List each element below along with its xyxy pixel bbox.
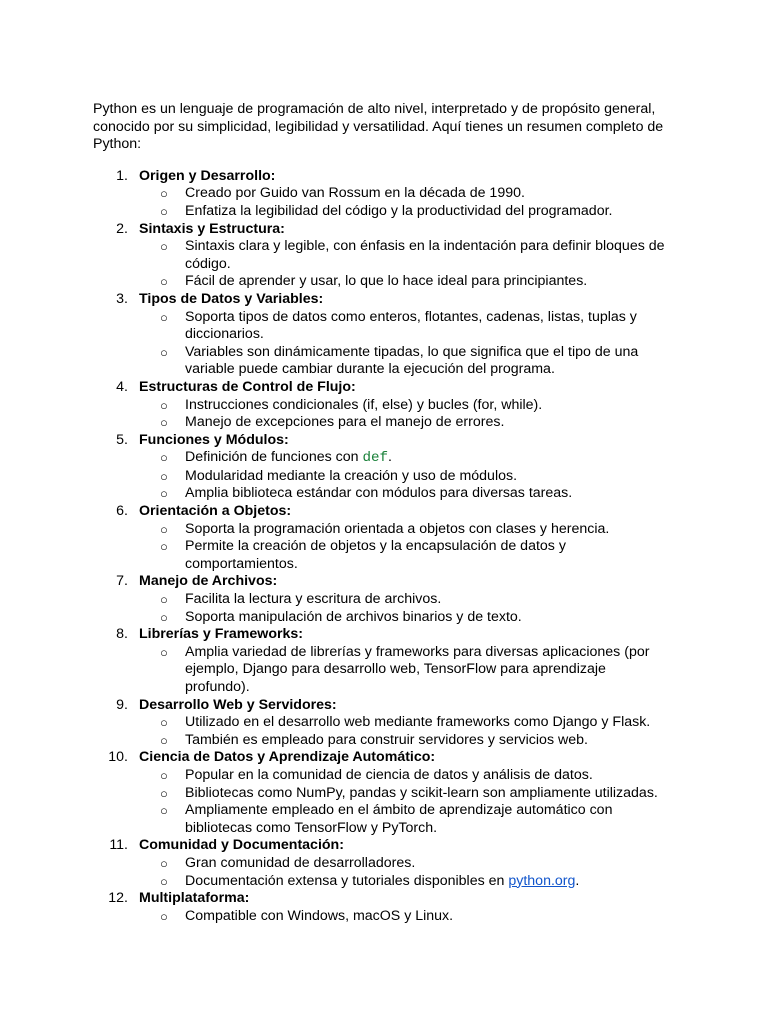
bullet-text: Instrucciones condicionales (if, else) y bucles (for, while). <box>185 396 543 413</box>
bullet-item <box>139 273 673 291</box>
section-number: 3. <box>116 290 128 307</box>
bullet-text: Creado por Guido van Rossum en la década de 1990. <box>185 185 525 202</box>
bullet-item <box>139 767 673 785</box>
bullet-text: Popular en la comunidad de ciencia de datos y análisis de datos. <box>185 766 593 783</box>
hollow-circle-bullet-icon: ○ <box>160 450 168 466</box>
hollow-circle-bullet-icon: ○ <box>160 715 168 731</box>
section-title: Sintaxis y Estructura: <box>139 220 285 237</box>
bullet-text: Fácil de aprender y usar, lo que lo hace ideal para principiantes. <box>185 273 588 290</box>
bullet-text: . <box>388 449 392 466</box>
hollow-circle-bullet-icon: ○ <box>160 186 168 202</box>
bullet-item <box>139 609 673 627</box>
bullet-list <box>139 309 673 379</box>
section-title: Desarrollo Web y Servidores: <box>139 696 337 713</box>
bullet-text: Modularidad mediante la creación y uso de módulos. <box>185 467 518 484</box>
section-title: Manejo de Archivos: <box>139 573 278 590</box>
section-item <box>93 379 673 432</box>
bullet-list <box>139 591 673 626</box>
section-number: 7. <box>116 573 128 590</box>
hollow-circle-bullet-icon: ○ <box>160 239 168 255</box>
bullet-item <box>139 802 673 837</box>
bullet-item <box>139 185 673 203</box>
section-item <box>93 890 673 925</box>
hollow-circle-bullet-icon: ○ <box>160 908 168 924</box>
section-title: Comunidad y Documentación: <box>139 837 344 854</box>
bullet-item <box>139 203 673 221</box>
bullet-item <box>139 238 673 273</box>
hollow-circle-bullet-icon: ○ <box>160 397 168 413</box>
hollow-circle-bullet-icon: ○ <box>160 732 168 748</box>
bullet-list <box>139 714 673 749</box>
hollow-circle-bullet-icon: ○ <box>160 486 168 502</box>
bullet-text: Manejo de excepciones para el manejo de errores. <box>185 414 505 431</box>
hollow-circle-bullet-icon: ○ <box>160 592 168 608</box>
bullet-item <box>139 591 673 609</box>
section-title: Tipos de Datos y Variables: <box>139 290 324 307</box>
hollow-circle-bullet-icon: ○ <box>160 873 168 889</box>
bullet-list <box>139 185 673 220</box>
section-item <box>93 432 673 503</box>
document-page <box>93 101 673 925</box>
bullet-list <box>139 908 673 926</box>
section-item <box>93 697 673 750</box>
inline-code: def <box>362 450 389 467</box>
python-org-link[interactable]: python.org <box>508 872 576 889</box>
hollow-circle-bullet-icon: ○ <box>160 274 168 290</box>
bullet-text: Gran comunidad de desarrolladores. <box>185 854 416 871</box>
bullet-text: Ampliamente empleado en el ámbito de aprendizaje automático con bibliotecas como TensorFlow y PyTorch. <box>185 802 613 836</box>
intro-paragraph: Python es un lenguaje de programación de alto nivel, interpretado y de propósito general, conocido por su simplicidad, legibilidad y versatilidad. Aquí tienes un resumen completo de Python: <box>93 101 664 153</box>
section-item <box>93 749 673 837</box>
section-item <box>93 221 673 291</box>
bullet-list <box>139 855 673 890</box>
hollow-circle-bullet-icon: ○ <box>160 468 168 484</box>
section-list <box>93 168 673 926</box>
section-number: 1. <box>116 167 128 184</box>
bullet-item <box>139 485 673 503</box>
bullet-list <box>139 449 673 503</box>
bullet-item <box>139 468 673 486</box>
bullet-list <box>139 521 673 574</box>
bullet-text: Permite la creación de objetos y la encapsulación de datos y comportamientos. <box>185 538 566 572</box>
bullet-text: Soporta tipos de datos como enteros, flotantes, cadenas, listas, tuplas y diccionarios. <box>185 308 637 343</box>
section-title: Estructuras de Control de Flujo: <box>139 378 356 395</box>
hollow-circle-bullet-icon: ○ <box>160 609 168 625</box>
section-title: Funciones y Módulos: <box>139 431 289 448</box>
section-item <box>93 626 673 696</box>
bullet-item <box>139 785 673 803</box>
bullet-text: Soporta manipulación de archivos binarios y de texto. <box>185 608 522 625</box>
hollow-circle-bullet-icon: ○ <box>160 309 168 325</box>
bullet-text: Enfatiza la legibilidad del código y la productividad del programador. <box>185 202 613 219</box>
bullet-list <box>139 644 673 697</box>
bullet-item <box>139 873 673 891</box>
section-number: 6. <box>116 503 128 520</box>
bullet-list <box>139 397 673 432</box>
section-title: Ciencia de Datos y Aprendizaje Automático: <box>139 749 436 766</box>
section-title: Multiplataforma: <box>139 890 250 907</box>
section-title: Librerías y Frameworks: <box>139 626 304 643</box>
section-item <box>93 573 673 626</box>
bullet-list <box>139 767 673 837</box>
section-number: 11. <box>109 837 128 854</box>
section-number: 12. <box>108 890 128 907</box>
bullet-item <box>139 644 673 697</box>
hollow-circle-bullet-icon: ○ <box>160 785 168 801</box>
hollow-circle-bullet-icon: ○ <box>160 521 168 537</box>
bullet-item <box>139 397 673 415</box>
bullet-text: Utilizado en el desarrollo web mediante frameworks como Django y Flask. <box>185 714 651 731</box>
bullet-item <box>139 538 673 573</box>
bullet-item <box>139 714 673 732</box>
section-number: 9. <box>116 696 128 713</box>
bullet-text: Soporta la programación orientada a objetos con clases y herencia. <box>185 520 610 537</box>
section-title: Origen y Desarrollo: <box>139 167 276 184</box>
bullet-text: También es empleado para construir servidores y servicios web. <box>185 731 588 748</box>
bullet-item <box>139 521 673 539</box>
hollow-circle-bullet-icon: ○ <box>160 767 168 783</box>
bullet-text: Amplia biblioteca estándar con módulos para diversas tareas. <box>185 485 573 502</box>
section-item <box>93 503 673 573</box>
section-number: 10. <box>108 749 128 766</box>
section-item <box>93 837 673 890</box>
bullet-item <box>139 414 673 432</box>
bullet-text: Definición de funciones con <box>185 449 363 466</box>
bullet-item <box>139 908 673 926</box>
bullet-item <box>139 449 673 468</box>
bullet-text: Facilita la lectura y escritura de archivos. <box>185 591 442 608</box>
bullet-item <box>139 732 673 750</box>
bullet-list <box>139 238 673 291</box>
hollow-circle-bullet-icon: ○ <box>160 344 168 360</box>
section-number: 5. <box>116 431 128 448</box>
bullet-text: Sintaxis clara y legible, con énfasis en la indentación para definir bloques de código. <box>185 238 665 272</box>
bullet-text: Amplia variedad de librerías y frameworks para diversas aplicaciones (por ejemplo, Django para desarrollo web, TensorFlow para aprendizaje profundo). <box>185 643 650 695</box>
section-number: 2. <box>116 220 128 237</box>
hollow-circle-bullet-icon: ○ <box>160 415 168 431</box>
section-number: 4. <box>116 378 128 395</box>
hollow-circle-bullet-icon: ○ <box>160 855 168 871</box>
section-title: Orientación a Objetos: <box>139 503 292 520</box>
hollow-circle-bullet-icon: ○ <box>160 803 168 819</box>
bullet-item <box>139 344 673 379</box>
bullet-item <box>139 309 673 344</box>
section-number: 8. <box>116 626 128 643</box>
hollow-circle-bullet-icon: ○ <box>160 644 168 660</box>
hollow-circle-bullet-icon: ○ <box>160 203 168 219</box>
bullet-text: Bibliotecas como NumPy, pandas y scikit-learn son ampliamente utilizadas. <box>185 784 658 801</box>
bullet-item <box>139 855 673 873</box>
section-item <box>93 168 673 221</box>
hollow-circle-bullet-icon: ○ <box>160 539 168 555</box>
bullet-text: Documentación extensa y tutoriales disponibles en <box>185 872 509 889</box>
bullet-text: Variables son dinámicamente tipadas, lo que significa que el tipo de una variable puede cambiar durante la ejecución del programa. <box>185 343 639 378</box>
section-item <box>93 291 673 379</box>
bullet-text: . <box>575 872 580 889</box>
bullet-text: Compatible con Windows, macOS y Linux. <box>185 907 454 924</box>
